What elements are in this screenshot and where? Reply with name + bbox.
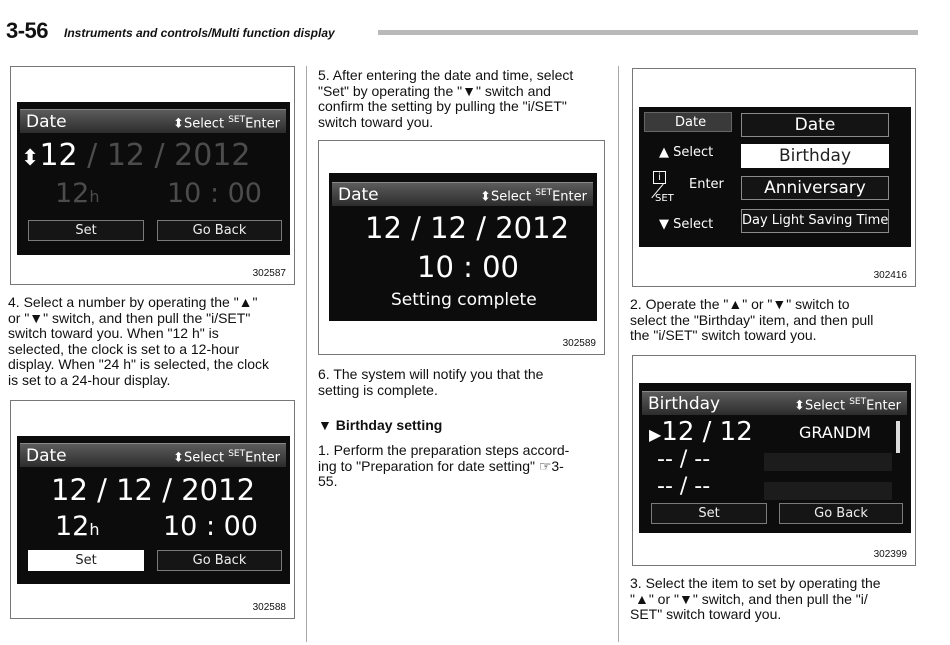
screen-title-bar xyxy=(332,182,593,206)
set-button[interactable]: Set xyxy=(28,550,144,571)
date-value: 12 / 12 / 2012 xyxy=(365,211,570,245)
display-screen xyxy=(639,383,911,533)
hour-mode-row: 12h xyxy=(55,511,100,542)
hour-unit: h xyxy=(89,187,100,206)
row-pointer-icon: ▶ xyxy=(649,425,662,444)
date-rest: / 12 / 2012 xyxy=(87,138,251,173)
time-row xyxy=(55,178,100,209)
page-number: 3-56 xyxy=(6,18,49,43)
select-arrows-icon: ⬍ xyxy=(173,116,184,131)
figure-date-entry xyxy=(10,66,295,285)
screen-controls: ⬍Select $^{SET}$Enter xyxy=(480,187,587,204)
figure-id: 302589 xyxy=(562,338,596,349)
display-screen xyxy=(639,107,911,247)
birthday-row-3-bg xyxy=(764,482,892,500)
select-arrows-icon: ⬍ xyxy=(480,189,491,204)
display-screen xyxy=(329,173,597,321)
step-5-text: 5. After entering the date and time, select "Set" by operating the "▼" switch and confirm the setting by pulling the "i/SET" switch toward you. xyxy=(318,67,574,130)
left-item-date: Date xyxy=(675,115,707,130)
date-value: 12 / 12 / 2012 xyxy=(51,473,256,507)
go-back-button[interactable]: Go Back xyxy=(779,503,903,524)
screen-title-bar xyxy=(642,391,907,415)
set-button[interactable]: Set xyxy=(651,503,767,524)
display-screen xyxy=(17,436,290,584)
birthday-row-2: -- / -- xyxy=(657,447,711,472)
left-item-select-up: ▲ Select xyxy=(659,145,714,160)
screen-title: Date xyxy=(338,185,379,205)
birthday-step-1-text: 1. Perform the preparation steps accord- ing to "Preparation for date setting" ☞3- 55. xyxy=(318,442,570,489)
birthday-row-2-bg xyxy=(764,453,892,471)
figure-date-set-selected xyxy=(10,400,295,619)
header-rule xyxy=(378,30,918,35)
birthday-row-1: ▶12 / 12 xyxy=(649,417,753,447)
up-down-arrow-icon: ⬍ xyxy=(21,146,40,171)
figure-id: 302416 xyxy=(873,270,907,281)
birthday-step-2-text: 2. Operate the "▲" or "▼" switch to select the "Birthday" item, and then pull the "i/SET" switch toward you. xyxy=(630,296,874,343)
go-back-button[interactable]: Go Back xyxy=(157,220,282,241)
section-title: Instruments and controls/Multi function display xyxy=(64,26,335,40)
menu-item-daylight-saving[interactable]: Day Light Saving Time xyxy=(741,209,889,233)
birthday-setting-heading: ▼ Birthday setting xyxy=(318,417,443,433)
set-label: SET xyxy=(228,114,246,125)
left-item-select-down: ▼ Select xyxy=(659,217,714,232)
enter-label: Enter xyxy=(245,116,280,131)
date-month: 12 xyxy=(39,138,78,173)
screen-title: Date xyxy=(26,446,67,466)
select-arrows-icon: ⬍ xyxy=(173,450,184,465)
column-divider xyxy=(306,66,307,642)
figure-birthday-list xyxy=(632,355,916,566)
set-button[interactable]: Set xyxy=(28,220,144,241)
column-divider xyxy=(618,66,619,642)
step-4-text: 4. Select a number by operating the "▲" or "▼" switch, and then pull the "i/SET" switch toward you. When "12 h" is selected, the clock is set to a 12-hour display. When "24 h" is selected, the clock is set to a 24-hour display. xyxy=(8,294,270,388)
select-label: Select xyxy=(183,116,225,131)
birthday-row-3: -- / -- xyxy=(657,474,711,499)
go-back-button[interactable]: Go Back xyxy=(157,550,282,571)
info-set-icon: i SET xyxy=(651,171,681,205)
figure-id: 302587 xyxy=(252,268,286,279)
time-value: 10 : 00 xyxy=(163,511,258,542)
screen-title-bar xyxy=(20,109,286,133)
time-value: 10 : 00 xyxy=(167,178,262,209)
figure-id: 302399 xyxy=(873,549,907,560)
screen-title-bar xyxy=(20,443,286,467)
birthday-row-1-name: GRANDM xyxy=(799,423,871,442)
scroll-indicator xyxy=(896,421,900,453)
screen-title: Date xyxy=(26,112,67,132)
menu-item-birthday[interactable]: Birthday xyxy=(741,144,889,168)
menu-item-anniversary[interactable]: Anniversary xyxy=(741,176,889,200)
figure-birthday-menu xyxy=(632,68,916,287)
screen-controls: ⬍Select $^{SET}$Enter xyxy=(173,448,280,465)
page-header xyxy=(6,18,918,42)
time-value: 10 : 00 xyxy=(417,250,520,284)
display-screen xyxy=(17,102,290,255)
screen-title: Birthday xyxy=(648,394,721,414)
date-row xyxy=(21,138,251,173)
menu-item-date[interactable]: Date xyxy=(741,113,889,137)
step-6-text: 6. The system will notify you that the setting is complete. xyxy=(318,366,544,398)
figure-setting-complete xyxy=(318,140,605,355)
figure-id: 302588 xyxy=(252,602,286,613)
screen-controls: ⬍Select $^{SET}$Enter xyxy=(794,396,901,413)
birthday-step-3-text: 3. Select the item to set by operating the "▲" or "▼" switch, and then pull the "i/ SET" switch toward you. xyxy=(630,575,881,622)
select-arrows-icon: ⬍ xyxy=(794,398,805,413)
hour-mode: 12 xyxy=(55,178,90,209)
screen-controls xyxy=(173,115,280,131)
left-item-enter: Enter xyxy=(689,177,724,192)
status-message: Setting complete xyxy=(391,290,537,310)
